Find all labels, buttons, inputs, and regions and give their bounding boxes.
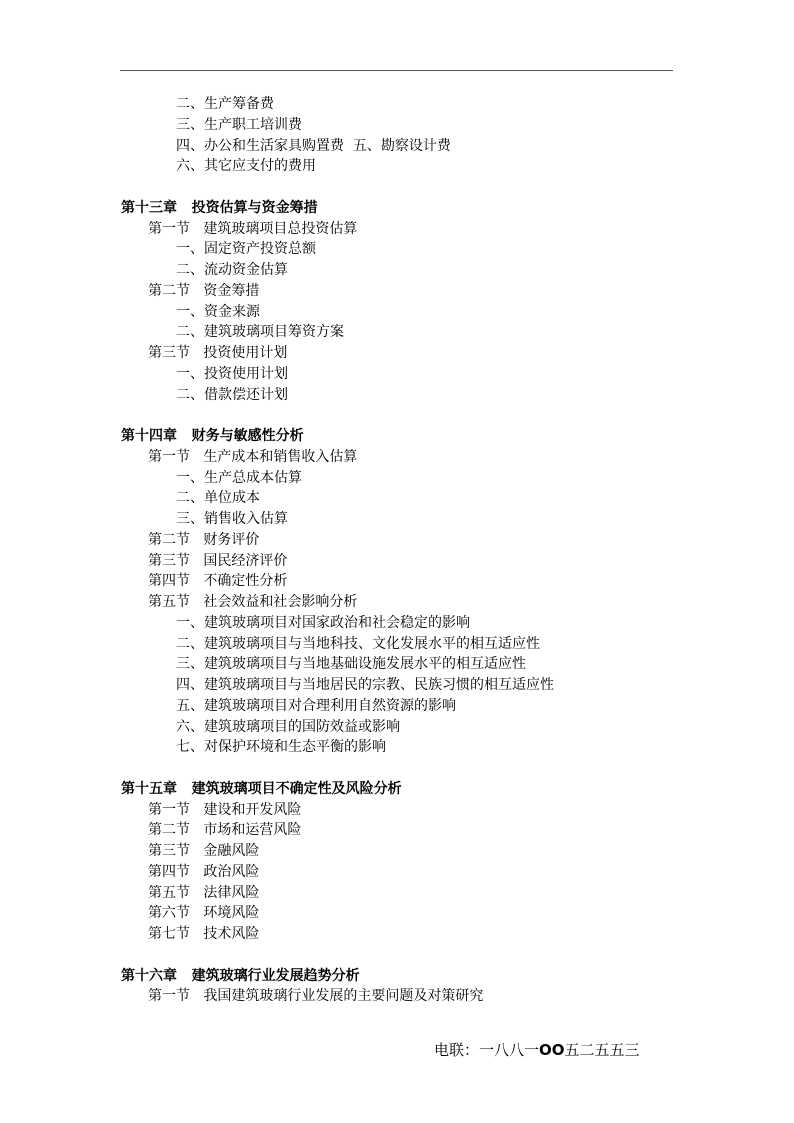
- section-heading: 第七节 技术风险: [148, 926, 260, 942]
- subsection-item: 四、建筑玻璃项目与当地居民的宗教、民族习惯的相互适应性: [176, 677, 554, 693]
- section-heading: 第二节 资金筹措: [148, 282, 260, 299]
- subsection-item: 一、资金来源: [176, 303, 260, 320]
- section-heading: 第三节 投资使用计划: [148, 345, 288, 361]
- chapter-heading: 第十六章 建筑玻璃行业发展趋势分析: [121, 967, 360, 984]
- subsection-item: 二、建筑玻璃项目筹资方案: [176, 324, 344, 341]
- header-rule: [120, 70, 673, 71]
- subsection-item: 七、对保护环境和生态平衡的影响: [176, 739, 386, 756]
- subsection-item: 二、建筑玻璃项目与当地科技、文化发展水平的相互适应性: [176, 635, 540, 652]
- subsection-item: 一、生产总成本估算: [176, 469, 302, 486]
- subsection-item: 一、固定资产投资总额: [176, 241, 316, 258]
- section-heading: 第四节 政治风险: [148, 863, 260, 880]
- chapter-heading: 第十五章 建筑玻璃项目不确定性及风险分析: [121, 780, 402, 797]
- section-heading: 第二节 市场和运营风险: [148, 822, 302, 839]
- section-heading: 第三节 国民经济评价: [148, 552, 288, 569]
- subsection-item: 六、其它应支付的费用: [176, 158, 316, 175]
- section-heading: 第二节 财务评价: [148, 531, 260, 548]
- footer-oo: OO: [539, 1041, 565, 1059]
- subsection-item: 六、建筑玻璃项目的国防效益或影响: [176, 718, 400, 735]
- section-heading: 第五节 社会效益和社会影响分析: [148, 594, 358, 610]
- subsection-item: 二、流动资金估算: [176, 262, 288, 278]
- subsection-item: 三、销售收入估算: [176, 511, 288, 527]
- subsection-item: 二、借款偿还计划: [176, 386, 288, 403]
- subsection-item: 一、建筑玻璃项目对国家政治和社会稳定的影响: [176, 614, 470, 631]
- subsection-item: 五、建筑玻璃项目对合理利用自然资源的影响: [176, 697, 456, 714]
- subsection-item: 三、生产职工培训费: [176, 116, 302, 133]
- subsection-item: 三、建筑玻璃项目与当地基础设施发展水平的相互适应性: [176, 656, 526, 673]
- subsection-item: 四、办公和生活家具购置费 五、勘察设计费: [176, 137, 451, 154]
- subsection-item: 一、投资使用计划: [176, 365, 288, 382]
- subsection-item: 二、单位成本: [176, 490, 260, 507]
- section-heading: 第六节 环境风险: [148, 905, 260, 922]
- section-heading: 第三节 金融风险: [148, 843, 260, 859]
- section-heading: 第五节 法律风险: [148, 884, 260, 901]
- section-heading: 第一节 我国建筑玻璃行业发展的主要问题及对策研究: [148, 988, 484, 1005]
- section-heading: 第一节 建设和开发风险: [148, 801, 302, 818]
- footer-tail: 五二五五三: [564, 1041, 640, 1059]
- footer-label: 电联：一八八一: [434, 1041, 540, 1059]
- subsection-item: 二、生产筹备费: [176, 96, 274, 112]
- section-heading: 第一节 建筑玻璃项目总投资估算: [148, 220, 358, 237]
- chapter-heading: 第十三章 投资估算与资金筹措: [121, 199, 318, 216]
- section-heading: 第四节 不确定性分析: [148, 573, 288, 590]
- section-heading: 第一节 生产成本和销售收入估算: [148, 448, 358, 465]
- footer-contact: [434, 1040, 640, 1060]
- chapter-heading: 第十四章 财务与敏感性分析: [121, 428, 304, 444]
